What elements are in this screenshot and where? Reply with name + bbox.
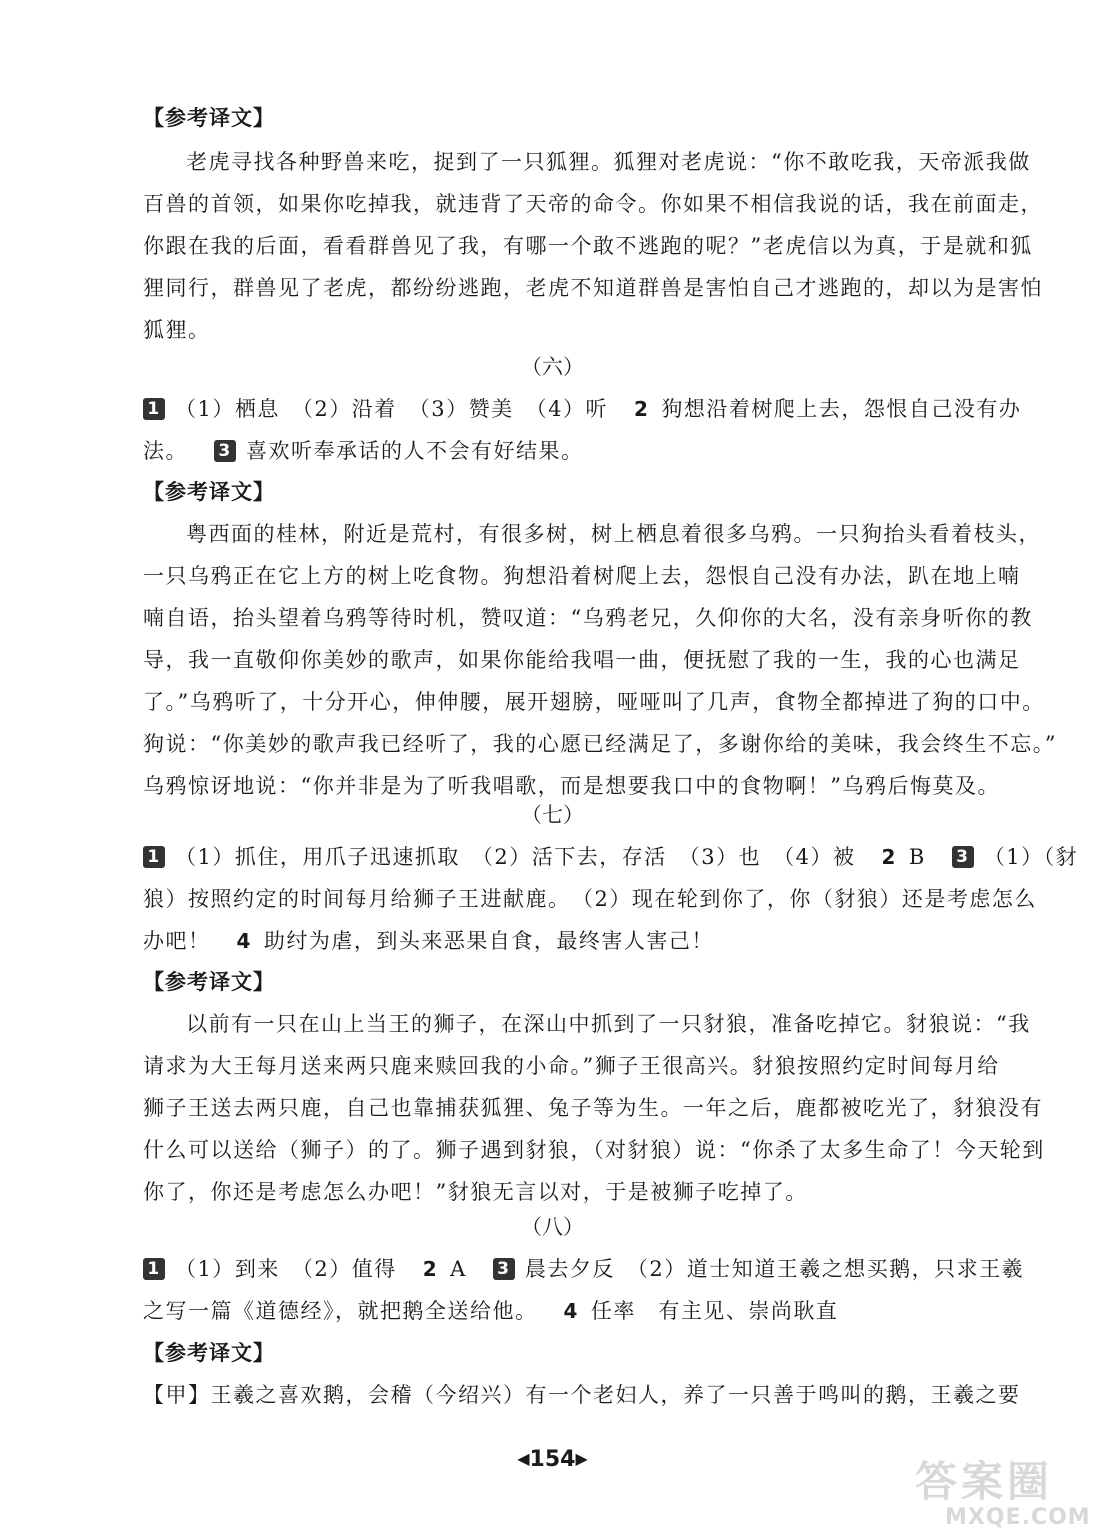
section-title-7: （七） [521, 803, 584, 827]
answer-text: （1）栖息 （2）沿着 （3）赞美 （4）听 [175, 397, 608, 421]
question-number: 2 [422, 1257, 439, 1281]
answer-text: 狗想沿着树爬上去，怨恨自己没有办 [661, 397, 1022, 421]
answer-text: A [450, 1257, 467, 1281]
text-line: 狗说：“你美妙的歌声我已经听了，我的心愿已经满足了，多谢你给的美味，我会终生不忘。” [143, 732, 1057, 756]
question-number-badge: 3 [214, 440, 236, 462]
section-title-6: （六） [521, 355, 584, 379]
answer-text: 办吧！ [143, 929, 211, 953]
question-number: 4 [563, 1299, 579, 1323]
answer-text: 法。 [143, 439, 188, 463]
answer-text: B [908, 845, 926, 869]
text-line: 请求为大王每月送来两只鹿来赎回我的小命。”狮子王很高兴。豺狼按照约定时间每月给 [143, 1054, 1000, 1078]
question-number: 2 [633, 397, 650, 421]
answer-line: 狼）按照约定的时间每月给狮子王进献鹿。 （2）现在轮到你了，你（豺狼）还是考虑怎么 [143, 887, 1037, 911]
text-line: 什么可以送给（狮子）的了。狮子遇到豺狼，（对豺狼）说：“你杀了太多生命了！今天轮到 [143, 1138, 1045, 1162]
text-line: 【甲】王羲之喜欢鹅，会稽（今绍兴）有一个老妇人，养了一只善于鸣叫的鹅，王羲之要 [143, 1383, 1021, 1407]
right-triangle-icon: ▶ [575, 1449, 588, 1468]
question-number-badge: 1 [143, 846, 165, 868]
question-number: 4 [236, 929, 252, 953]
text-line: 你跟在我的后面，看看群兽见了我，有哪一个敢不逃跑的呢？”老虎信以为真，于是就和狐 [143, 234, 1033, 258]
ref-heading-7: 【参考译文】 [143, 970, 275, 994]
answer-line [143, 394, 1022, 424]
answer-text: （1）到来 （2）值得 [175, 1257, 397, 1281]
ref-heading-6: 【参考译文】 [143, 480, 275, 504]
text-line: 粤西面的桂林，附近是荒村，有很多树，树上栖息着很多乌鸦。一只狗抬头看着枝头， [186, 522, 1041, 546]
text-line: 狸同行，群兽见了老虎，都纷纷逃跑，老虎不知道群兽是害怕自己才逃跑的，却以为是害怕 [143, 276, 1043, 300]
answer-line [143, 436, 1013, 466]
ref-heading-1: 【参考译文】 [143, 106, 275, 130]
text-line: 以前有一只在山上当王的狮子，在深山中抓到了一只豺狼，准备吃掉它。豺狼说：“我 [186, 1012, 1031, 1036]
text-line: 导，我一直敬仰你美妙的歌声，如果你能给我唱一曲，便抚慰了我的一生，我的心也满足 [143, 648, 1021, 672]
text-line: 狐狸。 [143, 318, 211, 342]
question-number-badge: 1 [143, 398, 165, 420]
answer-text: 晨去夕反 （2）道士知道王羲之想买鹅，只求王羲 [524, 1257, 1025, 1281]
page-number-value: 154 [529, 1447, 576, 1472]
answer-line [143, 926, 1013, 956]
watermark-bottom-text: MXQE.COM [945, 1505, 1091, 1530]
text-line: 你了，你还是考虑怎么办吧！”豺狼无言以对，于是被狮子吃掉了。 [143, 1180, 808, 1204]
left-triangle-icon: ◀ [517, 1449, 530, 1468]
question-number: 2 [881, 845, 897, 869]
text-line: 乌鸦惊讶地说：“你并非是为了听我唱歌，而是想要我口中的食物啊！”乌鸦后悔莫及。 [143, 774, 1000, 798]
answer-text: 喜欢听奉承话的人不会有好结果。 [246, 439, 584, 463]
ref-heading-8: 【参考译文】 [143, 1341, 275, 1365]
answer-text: 任率 有主见、崇尚耿直 [590, 1299, 839, 1323]
answer-line [143, 1254, 1025, 1284]
answer-line [143, 1296, 1013, 1326]
answer-text: （1）抓住，用爪子迅速抓取 （2）活下去，存活 （3）也 （4）被 [175, 845, 856, 869]
text-line: 一只乌鸦正在它上方的树上吃食物。狗想沿着树爬上去，怨恨自己没有办法，趴在地上喃 [143, 564, 1021, 588]
text-line: 喃自语，抬头望着乌鸦等待时机，赞叹道：“乌鸦老兄，久仰你的大名，没有亲身听你的教 [143, 606, 1033, 630]
text-line: 了。”乌鸦听了，十分开心，伸伸腰，展开翅膀，哑哑叫了几声，食物全都掉进了狗的口中。 [143, 690, 1045, 714]
answer-line [143, 842, 1079, 872]
question-number-badge: 3 [952, 846, 974, 868]
text-line: 百兽的首领，如果你吃掉我，就违背了天帝的命令。你如果不相信我说的话，我在前面走， [143, 192, 1043, 216]
text-line: 老虎寻找各种野兽来吃，捉到了一只狐狸。狐狸对老虎说：“你不敢吃我，天帝派我做 [186, 150, 1031, 174]
section-title-8: （八） [521, 1215, 584, 1239]
text-line: 狮子王送去两只鹿，自己也靠捕获狐狸、兔子等为生。一年之后，鹿都被吃光了，豺狼没有 [143, 1096, 1043, 1120]
answer-text: （1）（豺 [983, 845, 1079, 869]
answer-text: 之写一篇《道德经》，就把鹅全送给他。 [143, 1299, 538, 1323]
answer-text: 助纣为虐，到头来恶果自食，最终害人害己！ [263, 929, 714, 953]
question-number-badge: 1 [143, 1258, 165, 1280]
question-number-badge: 3 [493, 1258, 515, 1280]
watermark-logo [915, 1458, 1095, 1528]
watermark-top-text: 答案圈 [915, 1457, 1054, 1506]
